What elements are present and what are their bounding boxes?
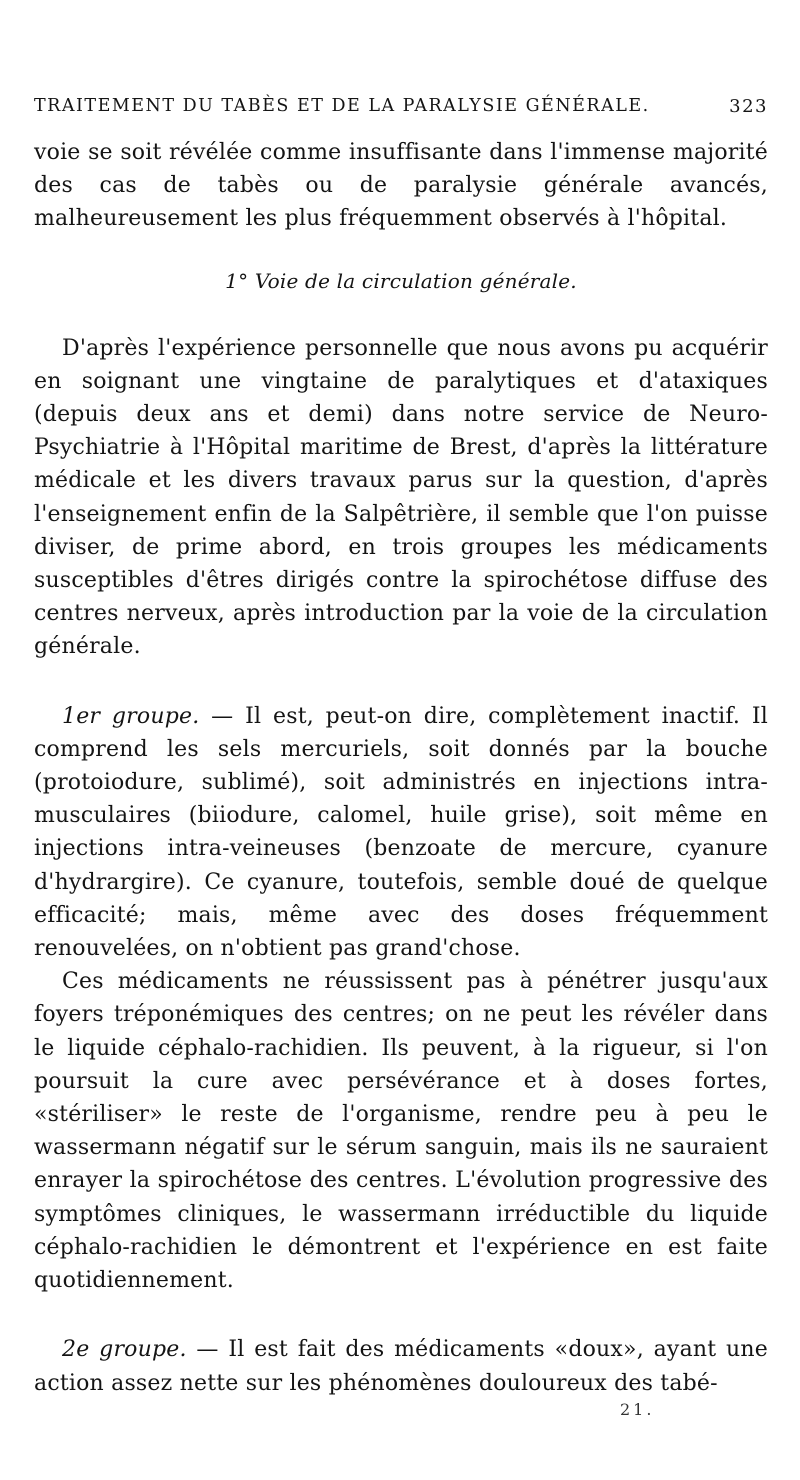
group-2-label: 2e groupe. xyxy=(62,1337,187,1363)
paragraph-mercury-limits: Ces médicaments ne réussissent pas à pénétrer jusqu'aux foyers tréponémiques des centres; on ne peut les révéler dans le liquide céphalo-rachidien. Ils peuvent, à la rigueur, si l'on poursuit la cure avec persévérance et à doses fortes, «stériliser» le reste de l'organisme, rendre peu à peu le wassermann négatif sur le sérum sanguin, mais ils ne sauraient enrayer la spirochétose des centres. L'évolution progressive des symptômes cliniques, le wassermann irréductible du liquide céphalo-rachidien le démontrent et l'expérience en est faite quotidiennement. xyxy=(34,969,768,1294)
intro-paragraph: voie se soit révélée comme insuffisante dans l'immense majorité des cas de tabès ou de paralysie générale avancés, malheureusement les plus fréquemment observés à l'hôpital. xyxy=(34,140,768,232)
body-text xyxy=(34,136,768,1400)
paragraph-method-overview: D'après l'expérience personnelle que nous avons pu acquérir en soignant une vingtaine de paralytiques et d'ataxiques (depuis deux ans et demi) dans notre service de Neuro-Psychiatrie à l'Hôpital maritime de Brest, d'après la littérature médicale et les divers travaux parus sur la question, d'après l'enseignement enfin de la Salpêtrière, il semble que l'on puisse diviser, de prime abord, en trois groupes les médicaments susceptibles d'êtres dirigés contre la spirochétose diffuse des centres nerveux, après introduction par la voie de la circulation générale. xyxy=(34,335,768,660)
paragraph-group-2 xyxy=(34,1333,768,1399)
running-header xyxy=(34,96,768,117)
group-1-text: — Il est, peut-on dire, complètement inactif. Il comprend les sels mercuriels, soit donnés par la bouche (protoiodure, sublimé), soit administrés en injections intra-musculaires (biiodure, calomel, huile grise), soit même en injections intra-veineuses (benzoate de mercure, cyanure d'hydrargire). Ce cyanure, toutefois, semble doué de quelque efficacité; mais, même avec des doses fréquemment renouvelées, on n'obtient pas grand'chose. xyxy=(34,703,769,962)
section-heading: 1° Voie de la circulation générale. xyxy=(225,268,577,293)
paragraph-group-1 xyxy=(34,700,768,966)
group-2-text: — Il est fait des médicaments «doux», ayant une action assez nette sur les phénomènes douloureux des tabé- xyxy=(34,1337,768,1396)
page-number: 323 xyxy=(729,96,768,117)
signature-mark: 21. xyxy=(620,1400,655,1419)
group-1-label: 1er groupe. xyxy=(62,703,200,729)
running-title: TRAITEMENT DU TABÈS ET DE LA PARALYSIE GÉNÉRALE. xyxy=(34,96,650,116)
